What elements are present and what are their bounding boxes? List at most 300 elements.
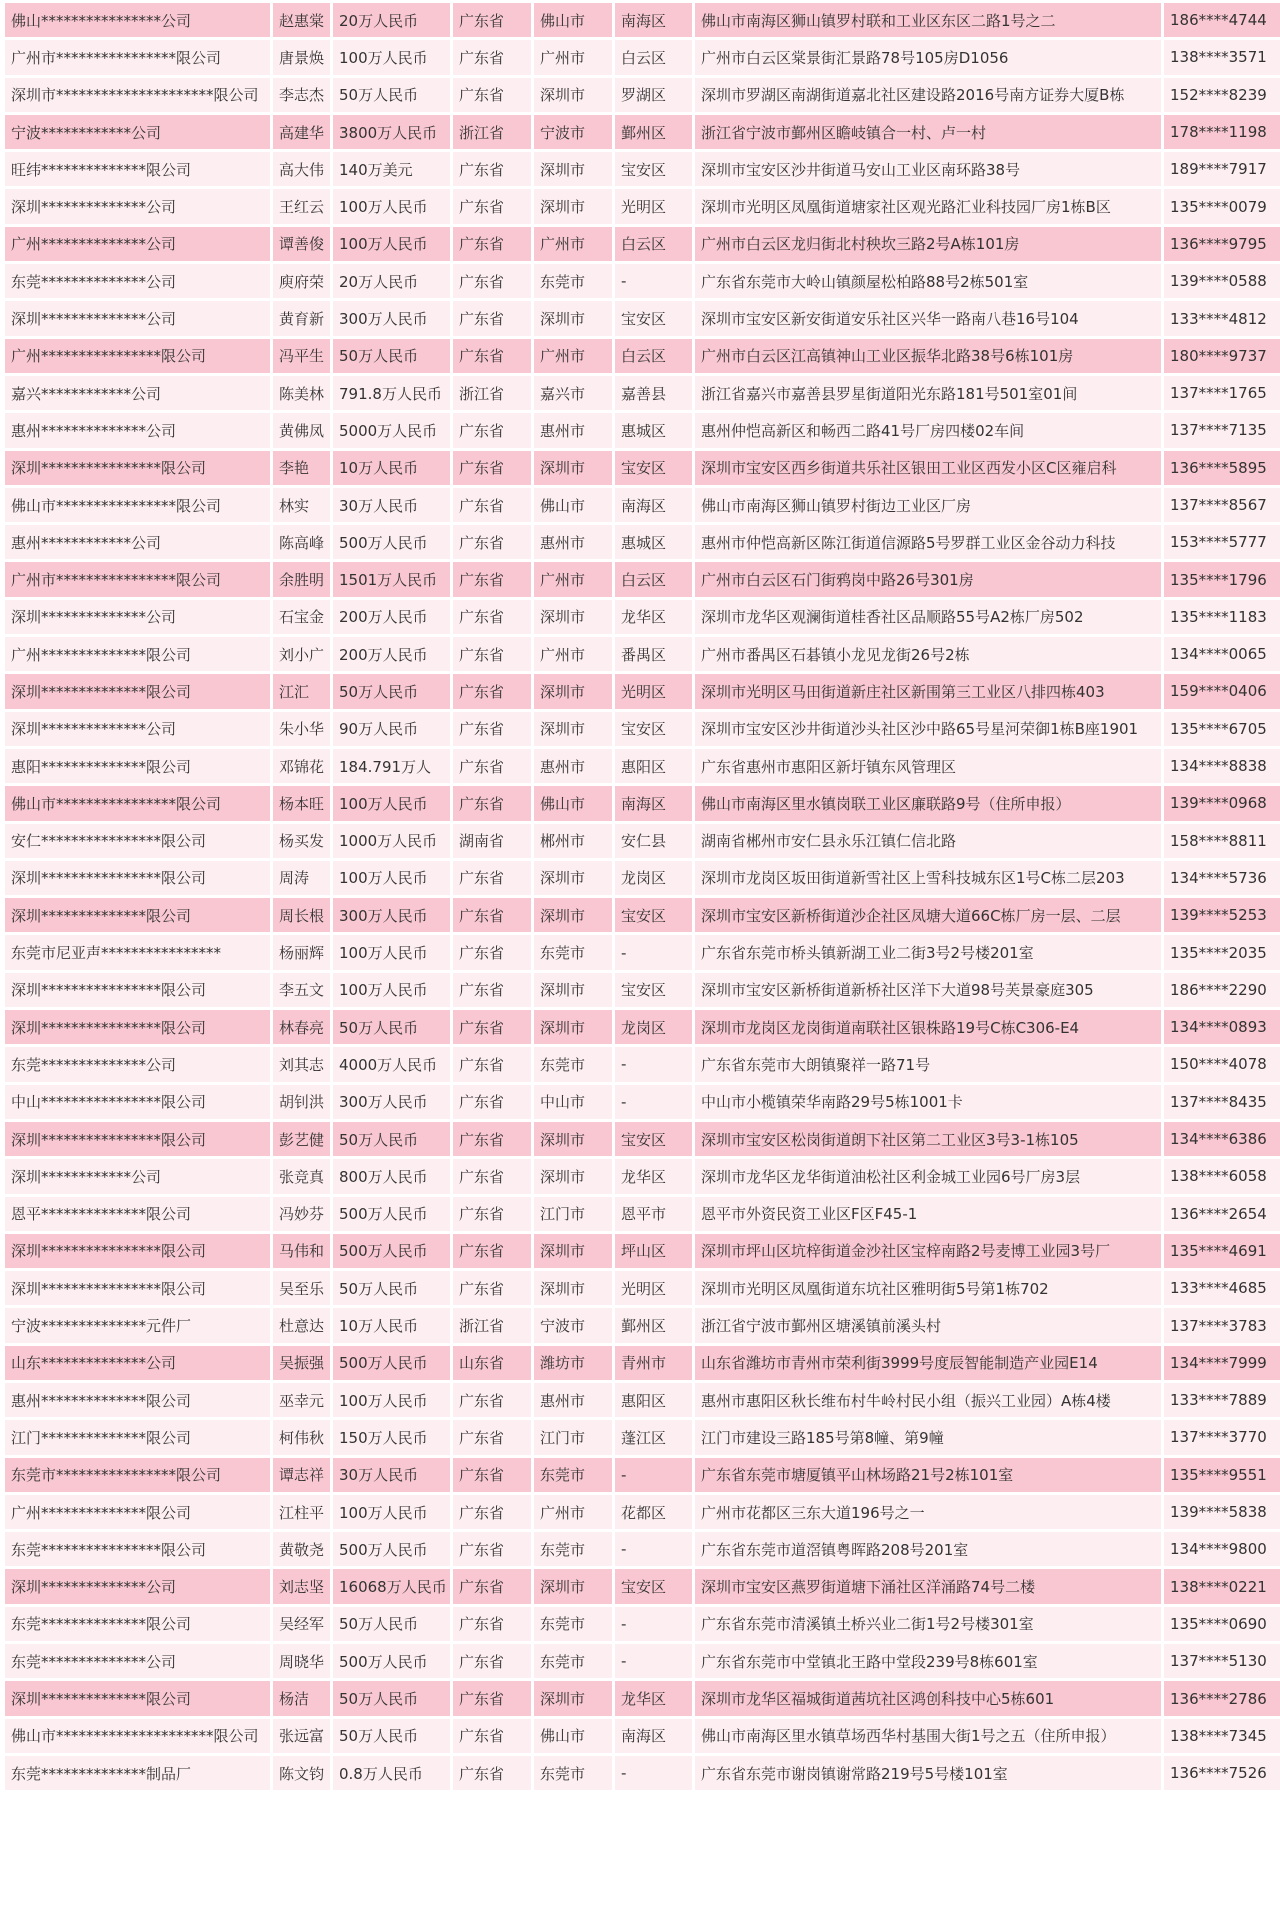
legal-rep-cell: 高建华 bbox=[273, 115, 330, 149]
address-cell: 广东省东莞市大朗镇聚祥一路71号 bbox=[695, 1047, 1161, 1081]
address-cell: 广东省东莞市中堂镇北王路中堂段239号8栋601室 bbox=[695, 1644, 1161, 1678]
table-row bbox=[5, 1085, 1280, 1119]
district-cell: 坪山区 bbox=[615, 1234, 692, 1268]
address-cell: 佛山市南海区里水镇草场西华村基围大街1号之五（住所申报） bbox=[695, 1719, 1161, 1753]
province-cell: 广东省 bbox=[453, 749, 531, 783]
table-row bbox=[5, 115, 1280, 149]
legal-rep-cell: 冯平生 bbox=[273, 339, 330, 373]
table-row bbox=[5, 227, 1280, 261]
table-row bbox=[5, 1122, 1280, 1156]
province-cell: 广东省 bbox=[453, 1197, 531, 1231]
table-row bbox=[5, 1159, 1280, 1193]
registered-capital-cell: 90万人民币 bbox=[333, 712, 450, 746]
phone-cell: 186****2290 bbox=[1164, 973, 1280, 1007]
address-cell: 深圳市宝安区新桥街道新桥社区洋下大道98号芙景豪庭305 bbox=[695, 973, 1161, 1007]
address-cell: 浙江省宁波市鄞州区塘溪镇前溪头村 bbox=[695, 1308, 1161, 1342]
phone-cell: 178****1198 bbox=[1164, 115, 1280, 149]
legal-rep-cell: 胡钊洪 bbox=[273, 1085, 330, 1119]
company-name-cell: 惠阳**************限公司 bbox=[5, 749, 270, 783]
district-cell: 南海区 bbox=[615, 1719, 692, 1753]
province-cell: 广东省 bbox=[453, 1458, 531, 1492]
city-cell: 东莞市 bbox=[534, 1047, 612, 1081]
city-cell: 深圳市 bbox=[534, 301, 612, 335]
district-cell: 花都区 bbox=[615, 1495, 692, 1529]
city-cell: 深圳市 bbox=[534, 1271, 612, 1305]
address-cell: 深圳市光明区凤凰街道东坑社区雅明街5号第1栋702 bbox=[695, 1271, 1161, 1305]
district-cell: - bbox=[615, 1458, 692, 1492]
legal-rep-cell: 马伟和 bbox=[273, 1234, 330, 1268]
phone-cell: 135****2035 bbox=[1164, 935, 1280, 969]
city-cell: 宁波市 bbox=[534, 1308, 612, 1342]
city-cell: 嘉兴市 bbox=[534, 376, 612, 410]
district-cell: - bbox=[615, 935, 692, 969]
table-row bbox=[5, 562, 1280, 596]
district-cell: 白云区 bbox=[615, 227, 692, 261]
address-cell: 佛山市南海区狮山镇罗村街边工业区厂房 bbox=[695, 488, 1161, 522]
registered-capital-cell: 100万人民币 bbox=[333, 189, 450, 223]
legal-rep-cell: 高大伟 bbox=[273, 152, 330, 186]
registered-capital-cell: 150万人民币 bbox=[333, 1420, 450, 1454]
city-cell: 深圳市 bbox=[534, 1010, 612, 1044]
legal-rep-cell: 巫幸元 bbox=[273, 1383, 330, 1417]
city-cell: 深圳市 bbox=[534, 1159, 612, 1193]
phone-cell: 135****9551 bbox=[1164, 1458, 1280, 1492]
city-cell: 惠州市 bbox=[534, 413, 612, 447]
district-cell: 南海区 bbox=[615, 786, 692, 820]
district-cell: 龙华区 bbox=[615, 600, 692, 634]
registered-capital-cell: 100万人民币 bbox=[333, 227, 450, 261]
address-cell: 惠州市惠阳区秋长维布村牛岭村民小组（振兴工业园）A栋4楼 bbox=[695, 1383, 1161, 1417]
province-cell: 广东省 bbox=[453, 786, 531, 820]
province-cell: 广东省 bbox=[453, 674, 531, 708]
company-name-cell: 东莞**************限公司 bbox=[5, 1607, 270, 1641]
company-name-cell: 东莞**************公司 bbox=[5, 1047, 270, 1081]
district-cell: 惠阳区 bbox=[615, 749, 692, 783]
registered-capital-cell: 30万人民币 bbox=[333, 1458, 450, 1492]
legal-rep-cell: 张竞真 bbox=[273, 1159, 330, 1193]
province-cell: 广东省 bbox=[453, 227, 531, 261]
legal-rep-cell: 李艳 bbox=[273, 451, 330, 485]
district-cell: 惠阳区 bbox=[615, 1383, 692, 1417]
company-name-cell: 惠州************公司 bbox=[5, 525, 270, 559]
phone-cell: 139****0588 bbox=[1164, 264, 1280, 298]
company-name-cell: 深圳市*********************限公司 bbox=[5, 78, 270, 112]
district-cell: 白云区 bbox=[615, 40, 692, 74]
table-row bbox=[5, 1346, 1280, 1380]
province-cell: 广东省 bbox=[453, 1271, 531, 1305]
city-cell: 江门市 bbox=[534, 1420, 612, 1454]
registered-capital-cell: 500万人民币 bbox=[333, 1197, 450, 1231]
phone-cell: 136****5895 bbox=[1164, 451, 1280, 485]
registered-capital-cell: 184.791万人 bbox=[333, 749, 450, 783]
legal-rep-cell: 庾府荣 bbox=[273, 264, 330, 298]
legal-rep-cell: 杨丽辉 bbox=[273, 935, 330, 969]
city-cell: 广州市 bbox=[534, 1495, 612, 1529]
province-cell: 广东省 bbox=[453, 861, 531, 895]
city-cell: 深圳市 bbox=[534, 78, 612, 112]
city-cell: 惠州市 bbox=[534, 1383, 612, 1417]
city-cell: 深圳市 bbox=[534, 152, 612, 186]
phone-cell: 135****0690 bbox=[1164, 1607, 1280, 1641]
table-row bbox=[5, 1271, 1280, 1305]
registered-capital-cell: 50万人民币 bbox=[333, 1719, 450, 1753]
phone-cell: 150****4078 bbox=[1164, 1047, 1280, 1081]
registered-capital-cell: 300万人民币 bbox=[333, 898, 450, 932]
table-row bbox=[5, 1010, 1280, 1044]
legal-rep-cell: 江柱平 bbox=[273, 1495, 330, 1529]
province-cell: 广东省 bbox=[453, 1234, 531, 1268]
province-cell: 浙江省 bbox=[453, 376, 531, 410]
registered-capital-cell: 791.8万人民币 bbox=[333, 376, 450, 410]
address-cell: 广州市白云区江高镇神山工业区振华北路38号6栋101房 bbox=[695, 339, 1161, 373]
registered-capital-cell: 500万人民币 bbox=[333, 525, 450, 559]
province-cell: 广东省 bbox=[453, 339, 531, 373]
province-cell: 广东省 bbox=[453, 1159, 531, 1193]
phone-cell: 138****0221 bbox=[1164, 1569, 1280, 1603]
company-name-cell: 佛山市****************限公司 bbox=[5, 786, 270, 820]
table-row bbox=[5, 525, 1280, 559]
company-name-cell: 宁波************公司 bbox=[5, 115, 270, 149]
registered-capital-cell: 20万人民币 bbox=[333, 264, 450, 298]
address-cell: 中山市小榄镇荣华南路29号5栋1001卡 bbox=[695, 1085, 1161, 1119]
phone-cell: 152****8239 bbox=[1164, 78, 1280, 112]
address-cell: 深圳市龙岗区龙岗街道南联社区银株路19号C栋C306-E4 bbox=[695, 1010, 1161, 1044]
company-name-cell: 江门**************限公司 bbox=[5, 1420, 270, 1454]
district-cell: 光明区 bbox=[615, 189, 692, 223]
province-cell: 广东省 bbox=[453, 1607, 531, 1641]
table-row bbox=[5, 1681, 1280, 1715]
city-cell: 佛山市 bbox=[534, 488, 612, 522]
legal-rep-cell: 余胜明 bbox=[273, 562, 330, 596]
registered-capital-cell: 50万人民币 bbox=[333, 1681, 450, 1715]
company-name-cell: 恩平**************限公司 bbox=[5, 1197, 270, 1231]
phone-cell: 189****7917 bbox=[1164, 152, 1280, 186]
table-row bbox=[5, 301, 1280, 335]
registered-capital-cell: 1501万人民币 bbox=[333, 562, 450, 596]
company-name-cell: 深圳**************公司 bbox=[5, 189, 270, 223]
phone-cell: 180****9737 bbox=[1164, 339, 1280, 373]
company-name-cell: 深圳**************限公司 bbox=[5, 898, 270, 932]
legal-rep-cell: 刘小广 bbox=[273, 637, 330, 671]
table-row bbox=[5, 40, 1280, 74]
legal-rep-cell: 吴至乐 bbox=[273, 1271, 330, 1305]
district-cell: 龙岗区 bbox=[615, 1010, 692, 1044]
province-cell: 广东省 bbox=[453, 1756, 531, 1790]
company-name-cell: 广州****************限公司 bbox=[5, 339, 270, 373]
address-cell: 深圳市宝安区燕罗街道塘下涌社区洋涌路74号二楼 bbox=[695, 1569, 1161, 1603]
city-cell: 深圳市 bbox=[534, 1122, 612, 1156]
province-cell: 广东省 bbox=[453, 1047, 531, 1081]
company-name-cell: 深圳****************限公司 bbox=[5, 1271, 270, 1305]
legal-rep-cell: 江汇 bbox=[273, 674, 330, 708]
district-cell: 光明区 bbox=[615, 1271, 692, 1305]
registered-capital-cell: 0.8万人民币 bbox=[333, 1756, 450, 1790]
city-cell: 东莞市 bbox=[534, 1607, 612, 1641]
province-cell: 广东省 bbox=[453, 1719, 531, 1753]
registered-capital-cell: 50万人民币 bbox=[333, 1271, 450, 1305]
address-cell: 广东省东莞市大岭山镇颜屋松柏路88号2栋501室 bbox=[695, 264, 1161, 298]
company-name-cell: 广州**************公司 bbox=[5, 227, 270, 261]
province-cell: 浙江省 bbox=[453, 1308, 531, 1342]
district-cell: 南海区 bbox=[615, 488, 692, 522]
address-cell: 深圳市龙岗区坂田街道新雪社区上雪科技城东区1号C栋二层203 bbox=[695, 861, 1161, 895]
province-cell: 广东省 bbox=[453, 712, 531, 746]
table-row bbox=[5, 488, 1280, 522]
address-cell: 恩平市外资民资工业区F区F45-1 bbox=[695, 1197, 1161, 1231]
district-cell: 鄞州区 bbox=[615, 115, 692, 149]
province-cell: 湖南省 bbox=[453, 824, 531, 858]
district-cell: 嘉善县 bbox=[615, 376, 692, 410]
phone-cell: 139****0968 bbox=[1164, 786, 1280, 820]
province-cell: 广东省 bbox=[453, 1420, 531, 1454]
province-cell: 广东省 bbox=[453, 1532, 531, 1566]
city-cell: 佛山市 bbox=[534, 1719, 612, 1753]
district-cell: 宝安区 bbox=[615, 301, 692, 335]
district-cell: 安仁县 bbox=[615, 824, 692, 858]
address-cell: 广东省东莞市桥头镇新湖工业二街3号2号楼201室 bbox=[695, 935, 1161, 969]
province-cell: 广东省 bbox=[453, 78, 531, 112]
company-name-cell: 嘉兴************公司 bbox=[5, 376, 270, 410]
phone-cell: 136****7526 bbox=[1164, 1756, 1280, 1790]
address-cell: 佛山市南海区狮山镇罗村联和工业区东区二路1号之二 bbox=[695, 3, 1161, 37]
phone-cell: 139****5838 bbox=[1164, 1495, 1280, 1529]
company-name-cell: 东莞市****************限公司 bbox=[5, 1458, 270, 1492]
company-name-cell: 深圳**************公司 bbox=[5, 301, 270, 335]
phone-cell: 137****8435 bbox=[1164, 1085, 1280, 1119]
city-cell: 潍坊市 bbox=[534, 1346, 612, 1380]
phone-cell: 135****1796 bbox=[1164, 562, 1280, 596]
city-cell: 东莞市 bbox=[534, 935, 612, 969]
phone-cell: 135****4691 bbox=[1164, 1234, 1280, 1268]
province-cell: 广东省 bbox=[453, 1383, 531, 1417]
legal-rep-cell: 谭善俊 bbox=[273, 227, 330, 261]
registered-capital-cell: 50万人民币 bbox=[333, 1607, 450, 1641]
legal-rep-cell: 王红云 bbox=[273, 189, 330, 223]
phone-cell: 134****8838 bbox=[1164, 749, 1280, 783]
province-cell: 广东省 bbox=[453, 525, 531, 559]
district-cell: 惠城区 bbox=[615, 525, 692, 559]
legal-rep-cell: 李五文 bbox=[273, 973, 330, 1007]
table-row bbox=[5, 189, 1280, 223]
city-cell: 深圳市 bbox=[534, 189, 612, 223]
address-cell: 深圳市龙华区龙华街道油松社区利金城工业园6号厂房3层 bbox=[695, 1159, 1161, 1193]
table-row bbox=[5, 1495, 1280, 1529]
phone-cell: 137****3770 bbox=[1164, 1420, 1280, 1454]
city-cell: 深圳市 bbox=[534, 973, 612, 1007]
legal-rep-cell: 杨本旺 bbox=[273, 786, 330, 820]
city-cell: 深圳市 bbox=[534, 674, 612, 708]
address-cell: 深圳市罗湖区南湖街道嘉北社区建设路2016号南方证券大厦B栋 bbox=[695, 78, 1161, 112]
city-cell: 中山市 bbox=[534, 1085, 612, 1119]
city-cell: 广州市 bbox=[534, 227, 612, 261]
company-name-cell: 佛山****************公司 bbox=[5, 3, 270, 37]
phone-cell: 186****4744 bbox=[1164, 3, 1280, 37]
legal-rep-cell: 周晓华 bbox=[273, 1644, 330, 1678]
address-cell: 深圳市宝安区沙井街道沙头社区沙中路65号星河荣御1栋B座1901 bbox=[695, 712, 1161, 746]
legal-rep-cell: 黄佛凤 bbox=[273, 413, 330, 447]
address-cell: 深圳市宝安区西乡街道共乐社区银田工业区西发小区C区雍启科 bbox=[695, 451, 1161, 485]
registered-capital-cell: 800万人民币 bbox=[333, 1159, 450, 1193]
district-cell: 宝安区 bbox=[615, 451, 692, 485]
city-cell: 广州市 bbox=[534, 339, 612, 373]
address-cell: 深圳市宝安区松岗街道朗下社区第二工业区3号3-1栋105 bbox=[695, 1122, 1161, 1156]
district-cell: - bbox=[615, 264, 692, 298]
city-cell: 东莞市 bbox=[534, 1756, 612, 1790]
address-cell: 深圳市光明区凤凰街道塘家社区观光路汇业科技园厂房1栋B区 bbox=[695, 189, 1161, 223]
city-cell: 深圳市 bbox=[534, 712, 612, 746]
registered-capital-cell: 50万人民币 bbox=[333, 1122, 450, 1156]
registered-capital-cell: 100万人民币 bbox=[333, 973, 450, 1007]
table-row bbox=[5, 1756, 1280, 1790]
registered-capital-cell: 100万人民币 bbox=[333, 935, 450, 969]
table-row bbox=[5, 600, 1280, 634]
legal-rep-cell: 杜意达 bbox=[273, 1308, 330, 1342]
city-cell: 宁波市 bbox=[534, 115, 612, 149]
table-row bbox=[5, 1644, 1280, 1678]
company-name-cell: 东莞****************限公司 bbox=[5, 1532, 270, 1566]
company-name-cell: 宁波**************元件厂 bbox=[5, 1308, 270, 1342]
city-cell: 东莞市 bbox=[534, 1458, 612, 1492]
district-cell: 白云区 bbox=[615, 562, 692, 596]
province-cell: 广东省 bbox=[453, 973, 531, 1007]
district-cell: 宝安区 bbox=[615, 712, 692, 746]
province-cell: 广东省 bbox=[453, 40, 531, 74]
company-name-cell: 东莞**************公司 bbox=[5, 264, 270, 298]
province-cell: 广东省 bbox=[453, 152, 531, 186]
company-name-cell: 深圳****************限公司 bbox=[5, 451, 270, 485]
province-cell: 广东省 bbox=[453, 898, 531, 932]
registered-capital-cell: 300万人民币 bbox=[333, 301, 450, 335]
table-row bbox=[5, 898, 1280, 932]
registered-capital-cell: 500万人民币 bbox=[333, 1234, 450, 1268]
legal-rep-cell: 石宝金 bbox=[273, 600, 330, 634]
company-name-cell: 东莞**************制品厂 bbox=[5, 1756, 270, 1790]
address-cell: 广东省东莞市清溪镇土桥兴业二街1号2号楼301室 bbox=[695, 1607, 1161, 1641]
company-name-cell: 惠州**************公司 bbox=[5, 413, 270, 447]
legal-rep-cell: 张远富 bbox=[273, 1719, 330, 1753]
registered-capital-cell: 100万人民币 bbox=[333, 1495, 450, 1529]
phone-cell: 133****4812 bbox=[1164, 301, 1280, 335]
district-cell: 宝安区 bbox=[615, 973, 692, 1007]
address-cell: 湖南省郴州市安仁县永乐江镇仁信北路 bbox=[695, 824, 1161, 858]
table-row bbox=[5, 1308, 1280, 1342]
legal-rep-cell: 林春亮 bbox=[273, 1010, 330, 1044]
company-name-cell: 广州**************限公司 bbox=[5, 637, 270, 671]
district-cell: 蓬江区 bbox=[615, 1420, 692, 1454]
province-cell: 广东省 bbox=[453, 1495, 531, 1529]
phone-cell: 133****7889 bbox=[1164, 1383, 1280, 1417]
legal-rep-cell: 朱小华 bbox=[273, 712, 330, 746]
district-cell: 光明区 bbox=[615, 674, 692, 708]
phone-cell: 134****5736 bbox=[1164, 861, 1280, 895]
company-table bbox=[2, 0, 1280, 1793]
legal-rep-cell: 吴振强 bbox=[273, 1346, 330, 1380]
district-cell: 宝安区 bbox=[615, 898, 692, 932]
district-cell: - bbox=[615, 1047, 692, 1081]
phone-cell: 137****3783 bbox=[1164, 1308, 1280, 1342]
legal-rep-cell: 邓锦花 bbox=[273, 749, 330, 783]
address-cell: 广州市白云区龙归街北村秧坎三路2号A栋101房 bbox=[695, 227, 1161, 261]
district-cell: 龙岗区 bbox=[615, 861, 692, 895]
phone-cell: 136****9795 bbox=[1164, 227, 1280, 261]
city-cell: 惠州市 bbox=[534, 749, 612, 783]
province-cell: 广东省 bbox=[453, 3, 531, 37]
legal-rep-cell: 吴经军 bbox=[273, 1607, 330, 1641]
company-name-cell: 深圳****************限公司 bbox=[5, 1122, 270, 1156]
company-name-cell: 广州市****************限公司 bbox=[5, 40, 270, 74]
district-cell: 南海区 bbox=[615, 3, 692, 37]
legal-rep-cell: 刘志坚 bbox=[273, 1569, 330, 1603]
company-name-cell: 深圳**************限公司 bbox=[5, 1681, 270, 1715]
phone-cell: 137****1765 bbox=[1164, 376, 1280, 410]
registered-capital-cell: 140万美元 bbox=[333, 152, 450, 186]
city-cell: 广州市 bbox=[534, 40, 612, 74]
address-cell: 佛山市南海区里水镇岗联工业区廉联路9号（住所申报） bbox=[695, 786, 1161, 820]
province-cell: 浙江省 bbox=[453, 115, 531, 149]
legal-rep-cell: 周长根 bbox=[273, 898, 330, 932]
company-name-cell: 山东**************公司 bbox=[5, 1346, 270, 1380]
city-cell: 深圳市 bbox=[534, 1569, 612, 1603]
legal-rep-cell: 林实 bbox=[273, 488, 330, 522]
district-cell: 宝安区 bbox=[615, 1122, 692, 1156]
address-cell: 江门市建设三路185号第8幢、第9幢 bbox=[695, 1420, 1161, 1454]
company-name-cell: 佛山市*********************限公司 bbox=[5, 1719, 270, 1753]
legal-rep-cell: 陈高峰 bbox=[273, 525, 330, 559]
company-name-cell: 安仁****************限公司 bbox=[5, 824, 270, 858]
registered-capital-cell: 100万人民币 bbox=[333, 1383, 450, 1417]
table-row bbox=[5, 1047, 1280, 1081]
registered-capital-cell: 200万人民币 bbox=[333, 600, 450, 634]
province-cell: 广东省 bbox=[453, 413, 531, 447]
phone-cell: 138****7345 bbox=[1164, 1719, 1280, 1753]
province-cell: 广东省 bbox=[453, 562, 531, 596]
phone-cell: 136****2654 bbox=[1164, 1197, 1280, 1231]
table-row bbox=[5, 264, 1280, 298]
address-cell: 深圳市龙华区观澜街道桂香社区品顺路55号A2栋厂房502 bbox=[695, 600, 1161, 634]
legal-rep-cell: 冯妙芬 bbox=[273, 1197, 330, 1231]
city-cell: 江门市 bbox=[534, 1197, 612, 1231]
table-row bbox=[5, 451, 1280, 485]
province-cell: 广东省 bbox=[453, 1122, 531, 1156]
table-row bbox=[5, 1569, 1280, 1603]
registered-capital-cell: 4000万人民币 bbox=[333, 1047, 450, 1081]
table-row bbox=[5, 1458, 1280, 1492]
company-name-cell: 深圳****************限公司 bbox=[5, 1010, 270, 1044]
legal-rep-cell: 杨买发 bbox=[273, 824, 330, 858]
legal-rep-cell: 陈文钧 bbox=[273, 1756, 330, 1790]
phone-cell: 134****0893 bbox=[1164, 1010, 1280, 1044]
address-cell: 深圳市宝安区沙井街道马安山工业区南环路38号 bbox=[695, 152, 1161, 186]
address-cell: 浙江省嘉兴市嘉善县罗星街道阳光东路181号501室01间 bbox=[695, 376, 1161, 410]
table-row bbox=[5, 674, 1280, 708]
registered-capital-cell: 500万人民币 bbox=[333, 1644, 450, 1678]
city-cell: 广州市 bbox=[534, 637, 612, 671]
table-row bbox=[5, 749, 1280, 783]
province-cell: 广东省 bbox=[453, 637, 531, 671]
company-name-cell: 深圳****************限公司 bbox=[5, 1234, 270, 1268]
registered-capital-cell: 50万人民币 bbox=[333, 78, 450, 112]
city-cell: 东莞市 bbox=[534, 264, 612, 298]
table-row bbox=[5, 78, 1280, 112]
district-cell: - bbox=[615, 1607, 692, 1641]
phone-cell: 134****7999 bbox=[1164, 1346, 1280, 1380]
district-cell: 青州市 bbox=[615, 1346, 692, 1380]
legal-rep-cell: 周涛 bbox=[273, 861, 330, 895]
table-row bbox=[5, 824, 1280, 858]
district-cell: 白云区 bbox=[615, 339, 692, 373]
province-cell: 广东省 bbox=[453, 264, 531, 298]
province-cell: 广东省 bbox=[453, 1010, 531, 1044]
